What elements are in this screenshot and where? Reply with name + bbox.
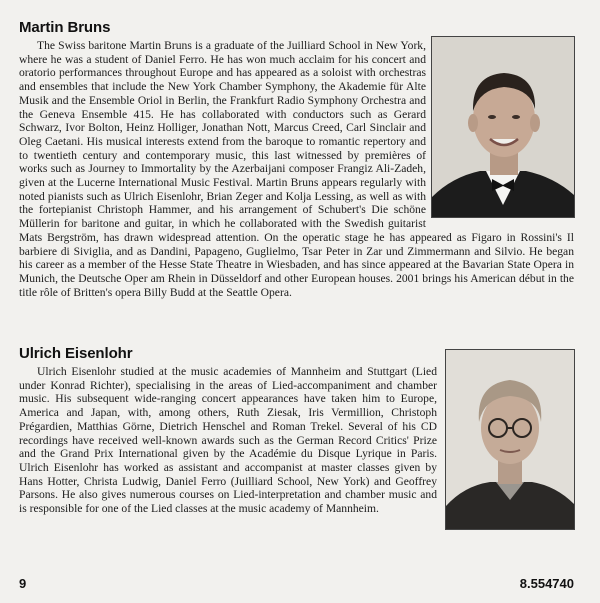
bio-martin-bruns — [19, 39, 574, 299]
portrait-photo-ulrich-eisenlohr — [445, 349, 575, 530]
heading-martin-bruns: Martin Bruns — [19, 19, 111, 36]
page-number: 9 — [19, 576, 27, 591]
photo-text-wrap-spacer — [426, 39, 574, 219]
bio-ulrich-eisenlohr — [19, 365, 437, 516]
bio-text-martin-bruns: The Swiss baritone Martin Bruns is a graduate of the Juilliard School in New York, where he was a student of Daniel Ferro. He has won much acclaim for his concert and oratorio performances throughout Europe and has appeared as a soloist with orchestras and ensembles that include the New York Chamber Symphony, the Akademie für Alte Musik and the Ensemble Oriol in Berlin, the Frankfurt Radio Symphony Orchestra and the Geneva Ensemble 415. He has collaborated with conductors such as Gerard Schwarz, Ivor Bolton, Heinz Holliger, Jonathan Nott, Marcus Creed, Carl Sinclair and Oleg Caetani. His musical interests extend from the baroque to romantic repertory and to twentieth century and contemporary music, this last witnessed by premières of works such as Journey to Immortality by the Azerbaijani composer Frangiz Ali-Zadeh, given at the Lucerne International Music Festival. Martin Bruns appears regularly with noted pianists such as Ulrich Eisenlohr, Brian Zeger and Kolja Lessing, as well as with the fortepianist Christoph Hammer, and his arrangement of Schubert's Die schöne Müllerin for baritone and guitar, in which he collaborated with the Swedish guitarist Mats Bergström, has drawn widespread attention. On the operatic stage he has appeared as Figaro in Rossini's Il barbiere di Siviglia, and as Dandini, Papageno, Guglielmo, Tsar Peter in Zar und Zimmermann and Silvio. He began his career as a member of the Hesse State Theatre in Wiesbaden, and has since appeared at the Bavarian State Opera in Munich, the Deutsche Oper am Rhein in Düsseldorf and other European houses. 2001 brings his American début in the title rôle of Britten's opera Billy Budd at the Seattle Opera. — [19, 39, 574, 299]
bio-text-ulrich-eisenlohr: Ulrich Eisenlohr studied at the music academies of Mannheim and Stuttgart (Lied under Konrad Richter), specialising in the areas of Lied-accompaniment and chamber music. His subsequent wide-ranging concert appearances have taken him to Europe, America and Japan, with, among others, Ruth Ziesak, Iris Vermillion, Christoph Prégardien, Matthias Görne, Dietrich Henschel and Roman Trekel. Several of his CD recordings have received well-known awards such as the German Record Critics' Prize and the Grand Prix International given by the Académie du Disque Lyrique in Paris. Ulrich Eisenlohr has worked as assistant and accompanist at master classes given by Hans Hotter, Christa Ludwig, Daniel Ferro (Juilliard School, New York) and Geoffrey Parsons. He also gives numerous courses on Lied-interpretation and chamber music and is responsible for one of the Lied classes at the music academy of Mannheim. — [19, 365, 437, 516]
catalogue-number: 8.554740 — [519, 576, 574, 591]
heading-ulrich-eisenlohr: Ulrich Eisenlohr — [19, 345, 133, 362]
